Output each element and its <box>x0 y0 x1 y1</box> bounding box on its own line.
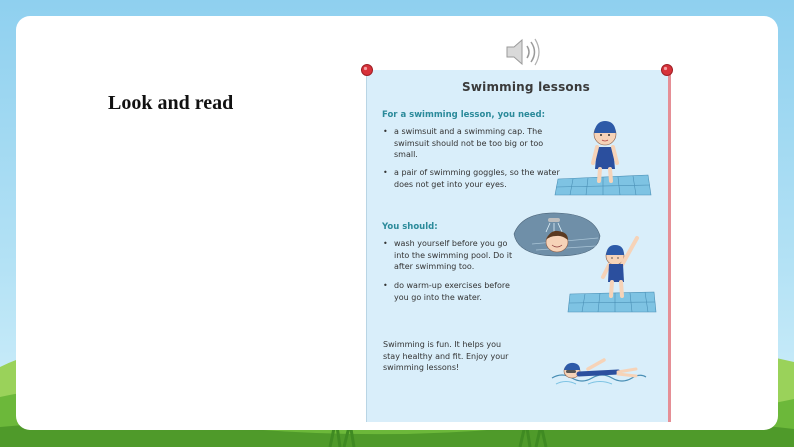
section-heading-should: You should: <box>382 222 438 232</box>
list-item <box>383 167 568 190</box>
bullet-dot: • <box>383 168 388 177</box>
list-item-text: a pair of swimming goggles, so the water does not get into your eyes. <box>394 168 560 189</box>
closing-paragraph: Swimming is fun. It helps you stay healthy and fit. Enjoy your swimming lessons! <box>383 340 509 372</box>
pushpin-icon <box>360 63 374 77</box>
list-item <box>383 238 523 273</box>
list-item-text: a swimsuit and a swimming cap. The swimsuit should not be too big or too small. <box>394 127 544 159</box>
list-item-text: wash yourself before you go into the swimming pool. Do it after swimming too. <box>394 239 513 271</box>
girl-warmup-illustration <box>567 232 657 314</box>
child-swimming-illustration <box>548 354 648 388</box>
bullet-dot: • <box>383 127 388 136</box>
bullet-dot: • <box>383 239 388 248</box>
girl-swimsuit-illustration <box>553 117 653 197</box>
speaker-icon[interactable] <box>503 36 543 68</box>
document-title: Swimming lessons <box>462 80 590 94</box>
bullet-dot: • <box>383 281 388 290</box>
section-heading-need: For a swimming lesson, you need: <box>382 110 546 120</box>
slide-title: Look and read <box>108 92 234 114</box>
list-item-text: do warm-up exercises before you go into the water. <box>394 281 510 302</box>
list-item <box>383 126 568 161</box>
list-item <box>383 280 513 303</box>
pushpin-icon <box>660 63 674 77</box>
page-edge <box>668 70 671 422</box>
